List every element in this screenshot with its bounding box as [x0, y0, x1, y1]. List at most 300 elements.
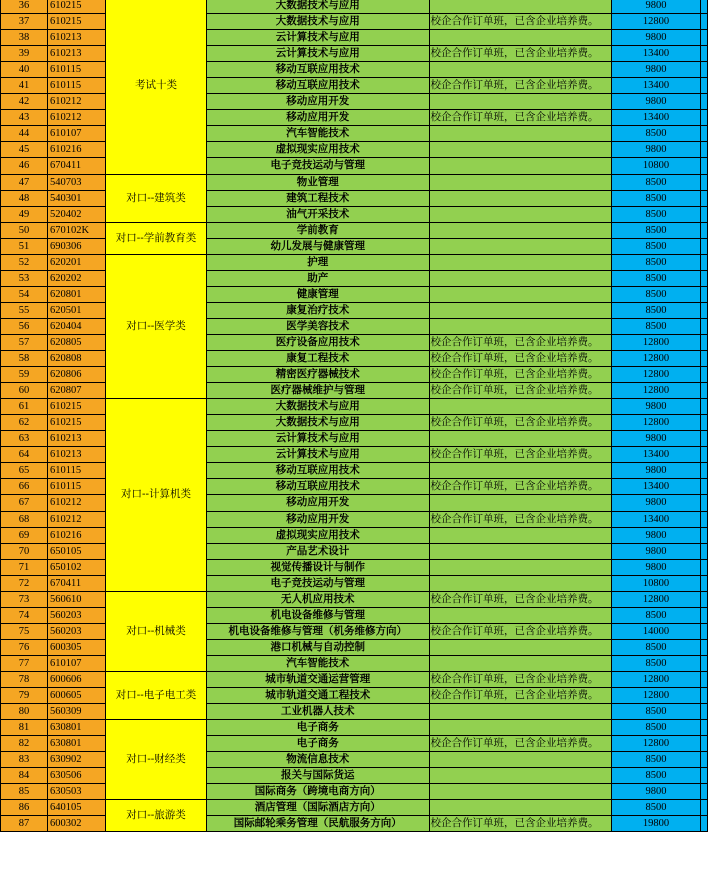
major-code-cell: 640105: [47, 800, 105, 816]
row-number-cell: 47: [1, 174, 48, 190]
table-row: [1, 222, 708, 238]
tuition-fee-cell: 8500: [611, 768, 700, 784]
major-code-cell: 690306: [47, 238, 105, 254]
major-name-cell: 移动互联应用技术: [206, 62, 429, 78]
row-number-cell: 69: [1, 527, 48, 543]
tuition-fee-cell: 8500: [611, 752, 700, 768]
tuition-fee-cell: 12800: [611, 671, 700, 687]
table-row: [1, 174, 708, 190]
major-name-cell: 移动应用开发: [206, 94, 429, 110]
major-name-cell: 医疗器械维护与管理: [206, 383, 429, 399]
note-cell: [429, 158, 611, 174]
major-name-cell: 助产: [206, 270, 429, 286]
major-code-cell: 630902: [47, 752, 105, 768]
right-edge-cell: [701, 126, 708, 142]
table-row: [1, 720, 708, 736]
row-number-cell: 60: [1, 383, 48, 399]
right-edge-cell: [701, 206, 708, 222]
major-name-cell: 油气开采技术: [206, 206, 429, 222]
major-code-cell: 560610: [47, 591, 105, 607]
tuition-fee-cell: 8500: [611, 254, 700, 270]
major-name-cell: 云计算技术与应用: [206, 30, 429, 46]
major-name-cell: 大数据技术与应用: [206, 14, 429, 30]
right-edge-cell: [701, 671, 708, 687]
major-name-cell: 电子竞技运动与管理: [206, 158, 429, 174]
row-number-cell: 41: [1, 78, 48, 94]
tuition-fee-cell: 12800: [611, 736, 700, 752]
major-name-cell: 医疗设备应用技术: [206, 334, 429, 350]
major-name-cell: 虚拟现实应用技术: [206, 142, 429, 158]
category-cell: 考试十类: [106, 0, 207, 174]
right-edge-cell: [701, 78, 708, 94]
major-code-cell: 610213: [47, 431, 105, 447]
tuition-fee-cell: 12800: [611, 591, 700, 607]
major-code-cell: 540703: [47, 174, 105, 190]
note-cell: [429, 704, 611, 720]
row-number-cell: 63: [1, 431, 48, 447]
major-name-cell: 大数据技术与应用: [206, 415, 429, 431]
tuition-fee-cell: 13400: [611, 46, 700, 62]
note-cell: [429, 784, 611, 800]
major-name-cell: 工业机器人技术: [206, 704, 429, 720]
tuition-fee-cell: 9800: [611, 94, 700, 110]
tuition-fee-cell: 14000: [611, 623, 700, 639]
tuition-fee-cell: 13400: [611, 447, 700, 463]
major-code-cell: 670102K: [47, 222, 105, 238]
note-cell: 校企合作订单班，已含企业培养费。: [429, 479, 611, 495]
right-edge-cell: [701, 270, 708, 286]
row-number-cell: 59: [1, 367, 48, 383]
major-name-cell: 汽车智能技术: [206, 655, 429, 671]
row-number-cell: 52: [1, 254, 48, 270]
tuition-fee-cell: 9800: [611, 62, 700, 78]
tuition-fee-cell: 13400: [611, 479, 700, 495]
major-name-cell: 移动互联应用技术: [206, 463, 429, 479]
tuition-fee-cell: 9800: [611, 0, 700, 14]
major-code-cell: 630503: [47, 784, 105, 800]
right-edge-cell: [701, 318, 708, 334]
note-cell: [429, 399, 611, 415]
major-name-cell: 物流信息技术: [206, 752, 429, 768]
major-code-cell: 610215: [47, 0, 105, 14]
note-cell: [429, 607, 611, 623]
table-row: [1, 671, 708, 687]
major-code-cell: 560203: [47, 607, 105, 623]
row-number-cell: 55: [1, 302, 48, 318]
major-name-cell: 精密医疗器械技术: [206, 367, 429, 383]
major-code-cell: 600302: [47, 816, 105, 832]
major-name-cell: 港口机械与自动控制: [206, 639, 429, 655]
tuition-fee-cell: 8500: [611, 639, 700, 655]
tuition-fee-cell: 12800: [611, 351, 700, 367]
tuition-fee-cell: 9800: [611, 543, 700, 559]
right-edge-cell: [701, 14, 708, 30]
major-code-cell: 610216: [47, 142, 105, 158]
note-cell: [429, 302, 611, 318]
right-edge-cell: [701, 383, 708, 399]
right-edge-cell: [701, 286, 708, 302]
major-name-cell: 酒店管理（国际酒店方向）: [206, 800, 429, 816]
major-name-cell: 移动应用开发: [206, 511, 429, 527]
row-number-cell: 39: [1, 46, 48, 62]
tuition-fee-cell: 12800: [611, 383, 700, 399]
right-edge-cell: [701, 704, 708, 720]
category-cell: 对口--学前教育类: [106, 222, 207, 254]
row-number-cell: 75: [1, 623, 48, 639]
major-name-cell: 报关与国际货运: [206, 768, 429, 784]
major-code-cell: 610215: [47, 415, 105, 431]
tuition-fee-cell: 12800: [611, 367, 700, 383]
row-number-cell: 44: [1, 126, 48, 142]
tuition-fee-cell: 8500: [611, 302, 700, 318]
major-code-cell: 620201: [47, 254, 105, 270]
tuition-fee-cell: 12800: [611, 415, 700, 431]
right-edge-cell: [701, 591, 708, 607]
major-code-cell: 560309: [47, 704, 105, 720]
right-edge-cell: [701, 0, 708, 14]
right-edge-cell: [701, 367, 708, 383]
right-edge-cell: [701, 800, 708, 816]
right-edge-cell: [701, 46, 708, 62]
right-edge-cell: [701, 431, 708, 447]
right-edge-cell: [701, 30, 708, 46]
right-edge-cell: [701, 222, 708, 238]
tuition-fee-cell: 19800: [611, 816, 700, 832]
row-number-cell: 43: [1, 110, 48, 126]
fee-table-body: [1, 0, 708, 832]
tuition-fee-cell: 9800: [611, 559, 700, 575]
major-name-cell: 云计算技术与应用: [206, 46, 429, 62]
major-name-cell: 康复工程技术: [206, 351, 429, 367]
table-row: [1, 254, 708, 270]
right-edge-cell: [701, 688, 708, 704]
note-cell: 校企合作订单班，已含企业培养费。: [429, 110, 611, 126]
tuition-fee-cell: 8500: [611, 190, 700, 206]
tuition-fee-cell: 8500: [611, 222, 700, 238]
table-row: [1, 800, 708, 816]
right-edge-cell: [701, 174, 708, 190]
row-number-cell: 85: [1, 784, 48, 800]
major-code-cell: 610107: [47, 655, 105, 671]
major-name-cell: 云计算技术与应用: [206, 447, 429, 463]
note-cell: 校企合作订单班，已含企业培养费。: [429, 46, 611, 62]
major-code-cell: 630801: [47, 720, 105, 736]
right-edge-cell: [701, 495, 708, 511]
row-number-cell: 38: [1, 30, 48, 46]
note-cell: [429, 174, 611, 190]
row-number-cell: 83: [1, 752, 48, 768]
row-number-cell: 67: [1, 495, 48, 511]
note-cell: 校企合作订单班，已含企业培养费。: [429, 14, 611, 30]
tuition-fee-cell: 12800: [611, 14, 700, 30]
table-row: [1, 399, 708, 415]
row-number-cell: 50: [1, 222, 48, 238]
major-code-cell: 610212: [47, 511, 105, 527]
right-edge-cell: [701, 351, 708, 367]
row-number-cell: 42: [1, 94, 48, 110]
note-cell: 校企合作订单班，已含企业培养费。: [429, 816, 611, 832]
right-edge-cell: [701, 559, 708, 575]
row-number-cell: 70: [1, 543, 48, 559]
right-edge-cell: [701, 142, 708, 158]
major-code-cell: 600305: [47, 639, 105, 655]
note-cell: 校企合作订单班，已含企业培养费。: [429, 415, 611, 431]
major-code-cell: 610115: [47, 62, 105, 78]
major-code-cell: 630506: [47, 768, 105, 784]
tuition-fee-cell: 13400: [611, 110, 700, 126]
tuition-fee-cell: 8500: [611, 238, 700, 254]
major-name-cell: 移动应用开发: [206, 495, 429, 511]
note-cell: [429, 543, 611, 559]
note-cell: [429, 495, 611, 511]
row-number-cell: 76: [1, 639, 48, 655]
major-name-cell: 电子商务: [206, 736, 429, 752]
tuition-fee-cell: 8500: [611, 126, 700, 142]
tuition-fee-cell: 8500: [611, 318, 700, 334]
major-code-cell: 620805: [47, 334, 105, 350]
major-code-cell: 520402: [47, 206, 105, 222]
note-cell: [429, 142, 611, 158]
row-number-cell: 51: [1, 238, 48, 254]
note-cell: [429, 190, 611, 206]
table-row: [1, 0, 708, 14]
major-name-cell: 城市轨道交通工程技术: [206, 688, 429, 704]
row-number-cell: 81: [1, 720, 48, 736]
note-cell: [429, 720, 611, 736]
right-edge-cell: [701, 752, 708, 768]
category-cell: 对口--医学类: [106, 254, 207, 398]
major-name-cell: 移动应用开发: [206, 110, 429, 126]
right-edge-cell: [701, 720, 708, 736]
tuition-fee-cell: 12800: [611, 334, 700, 350]
major-code-cell: 620807: [47, 383, 105, 399]
major-name-cell: 大数据技术与应用: [206, 399, 429, 415]
right-edge-cell: [701, 254, 708, 270]
category-cell: 对口--财经类: [106, 720, 207, 800]
major-name-cell: 康复治疗技术: [206, 302, 429, 318]
row-number-cell: 45: [1, 142, 48, 158]
major-code-cell: 610213: [47, 30, 105, 46]
note-cell: [429, 575, 611, 591]
tuition-fee-cell: 8500: [611, 607, 700, 623]
row-number-cell: 37: [1, 14, 48, 30]
right-edge-cell: [701, 655, 708, 671]
major-name-cell: 机电设备维修与管理: [206, 607, 429, 623]
row-number-cell: 77: [1, 655, 48, 671]
right-edge-cell: [701, 463, 708, 479]
major-code-cell: 610115: [47, 78, 105, 94]
tuition-fee-cell: 13400: [611, 511, 700, 527]
right-edge-cell: [701, 816, 708, 832]
major-name-cell: 大数据技术与应用: [206, 0, 429, 14]
tuition-fee-cell: 9800: [611, 784, 700, 800]
row-number-cell: 62: [1, 415, 48, 431]
note-cell: 校企合作订单班，已含企业培养费。: [429, 688, 611, 704]
note-cell: [429, 559, 611, 575]
right-edge-cell: [701, 447, 708, 463]
row-number-cell: 49: [1, 206, 48, 222]
right-edge-cell: [701, 575, 708, 591]
major-name-cell: 物业管理: [206, 174, 429, 190]
note-cell: [429, 126, 611, 142]
tuition-fee-cell: 9800: [611, 527, 700, 543]
right-edge-cell: [701, 110, 708, 126]
tuition-fee-cell: 9800: [611, 30, 700, 46]
major-code-cell: 610115: [47, 479, 105, 495]
row-number-cell: 84: [1, 768, 48, 784]
row-number-cell: 53: [1, 270, 48, 286]
tuition-fee-cell: 9800: [611, 495, 700, 511]
major-code-cell: 540301: [47, 190, 105, 206]
tuition-fee-cell: 13400: [611, 78, 700, 94]
tuition-fee-cell: 9800: [611, 431, 700, 447]
right-edge-cell: [701, 62, 708, 78]
right-edge-cell: [701, 527, 708, 543]
right-edge-cell: [701, 190, 708, 206]
note-cell: 校企合作订单班，已含企业培养费。: [429, 383, 611, 399]
major-code-cell: 610215: [47, 399, 105, 415]
right-edge-cell: [701, 784, 708, 800]
major-code-cell: 560203: [47, 623, 105, 639]
category-cell: 对口--旅游类: [106, 800, 207, 832]
right-edge-cell: [701, 415, 708, 431]
major-name-cell: 医学美容技术: [206, 318, 429, 334]
major-code-cell: 600606: [47, 671, 105, 687]
major-code-cell: 610212: [47, 110, 105, 126]
major-code-cell: 610213: [47, 46, 105, 62]
right-edge-cell: [701, 158, 708, 174]
row-number-cell: 78: [1, 671, 48, 687]
category-cell: 对口--机械类: [106, 591, 207, 671]
major-name-cell: 电子商务: [206, 720, 429, 736]
row-number-cell: 79: [1, 688, 48, 704]
major-code-cell: 610213: [47, 447, 105, 463]
major-name-cell: 移动互联应用技术: [206, 479, 429, 495]
major-code-cell: 650102: [47, 559, 105, 575]
major-name-cell: 护理: [206, 254, 429, 270]
tuition-fee-cell: 10800: [611, 158, 700, 174]
major-name-cell: 虚拟现实应用技术: [206, 527, 429, 543]
note-cell: 校企合作订单班，已含企业培养费。: [429, 334, 611, 350]
note-cell: [429, 318, 611, 334]
tuition-fee-cell: 8500: [611, 206, 700, 222]
major-code-cell: 670411: [47, 575, 105, 591]
tuition-fee-cell: 8500: [611, 720, 700, 736]
tuition-fee-cell: 12800: [611, 688, 700, 704]
row-number-cell: 80: [1, 704, 48, 720]
row-number-cell: 73: [1, 591, 48, 607]
tuition-fee-cell: 8500: [611, 800, 700, 816]
note-cell: [429, 270, 611, 286]
right-edge-cell: [701, 302, 708, 318]
right-edge-cell: [701, 607, 708, 623]
note-cell: 校企合作订单班，已含企业培养费。: [429, 623, 611, 639]
major-name-cell: 国际邮轮乘务管理（民航服务方向）: [206, 816, 429, 832]
tuition-fee-cell: 8500: [611, 270, 700, 286]
note-cell: [429, 431, 611, 447]
major-name-cell: 城市轨道交通运营管理: [206, 671, 429, 687]
note-cell: [429, 94, 611, 110]
note-cell: [429, 639, 611, 655]
major-name-cell: 视觉传播设计与制作: [206, 559, 429, 575]
note-cell: [429, 768, 611, 784]
row-number-cell: 87: [1, 816, 48, 832]
major-code-cell: 620801: [47, 286, 105, 302]
major-name-cell: 产品艺术设计: [206, 543, 429, 559]
major-name-cell: 国际商务（跨境电商方向）: [206, 784, 429, 800]
major-name-cell: 无人机应用技术: [206, 591, 429, 607]
major-code-cell: 670411: [47, 158, 105, 174]
tuition-fee-cell: 8500: [611, 174, 700, 190]
major-code-cell: 610212: [47, 94, 105, 110]
note-cell: [429, 655, 611, 671]
category-cell: 对口--建筑类: [106, 174, 207, 222]
row-number-cell: 48: [1, 190, 48, 206]
major-code-cell: 610215: [47, 14, 105, 30]
row-number-cell: 68: [1, 511, 48, 527]
major-code-cell: 610107: [47, 126, 105, 142]
note-cell: [429, 286, 611, 302]
major-code-cell: 610212: [47, 495, 105, 511]
tuition-fee-cell: 10800: [611, 575, 700, 591]
note-cell: 校企合作订单班，已含企业培养费。: [429, 511, 611, 527]
major-name-cell: 移动互联应用技术: [206, 78, 429, 94]
right-edge-cell: [701, 768, 708, 784]
table-row: [1, 591, 708, 607]
major-name-cell: 电子竞技运动与管理: [206, 575, 429, 591]
tuition-fee-cell: 9800: [611, 142, 700, 158]
tuition-fee-cell: 9800: [611, 399, 700, 415]
major-code-cell: 620806: [47, 367, 105, 383]
note-cell: 校企合作订单班，已含企业培养费。: [429, 591, 611, 607]
row-number-cell: 61: [1, 399, 48, 415]
row-number-cell: 66: [1, 479, 48, 495]
right-edge-cell: [701, 511, 708, 527]
right-edge-cell: [701, 94, 708, 110]
right-edge-cell: [701, 543, 708, 559]
major-name-cell: 云计算技术与应用: [206, 431, 429, 447]
note-cell: [429, 254, 611, 270]
note-cell: 校企合作订单班，已含企业培养费。: [429, 367, 611, 383]
row-number-cell: 46: [1, 158, 48, 174]
major-code-cell: 610115: [47, 463, 105, 479]
row-number-cell: 64: [1, 447, 48, 463]
note-cell: [429, 62, 611, 78]
major-code-cell: 610216: [47, 527, 105, 543]
row-number-cell: 65: [1, 463, 48, 479]
note-cell: 校企合作订单班，已含企业培养费。: [429, 351, 611, 367]
note-cell: 校企合作订单班，已含企业培养费。: [429, 447, 611, 463]
row-number-cell: 58: [1, 351, 48, 367]
row-number-cell: 72: [1, 575, 48, 591]
row-number-cell: 56: [1, 318, 48, 334]
note-cell: [429, 238, 611, 254]
note-cell: [429, 222, 611, 238]
major-name-cell: 机电设备维修与管理（机务维修方向）: [206, 623, 429, 639]
tuition-fee-cell: 8500: [611, 286, 700, 302]
major-code-cell: 630801: [47, 736, 105, 752]
right-edge-cell: [701, 334, 708, 350]
major-code-cell: 650105: [47, 543, 105, 559]
right-edge-cell: [701, 479, 708, 495]
right-edge-cell: [701, 399, 708, 415]
note-cell: [429, 206, 611, 222]
category-cell: 对口--计算机类: [106, 399, 207, 592]
right-edge-cell: [701, 639, 708, 655]
note-cell: 校企合作订单班，已含企业培养费。: [429, 78, 611, 94]
note-cell: [429, 527, 611, 543]
note-cell: [429, 752, 611, 768]
